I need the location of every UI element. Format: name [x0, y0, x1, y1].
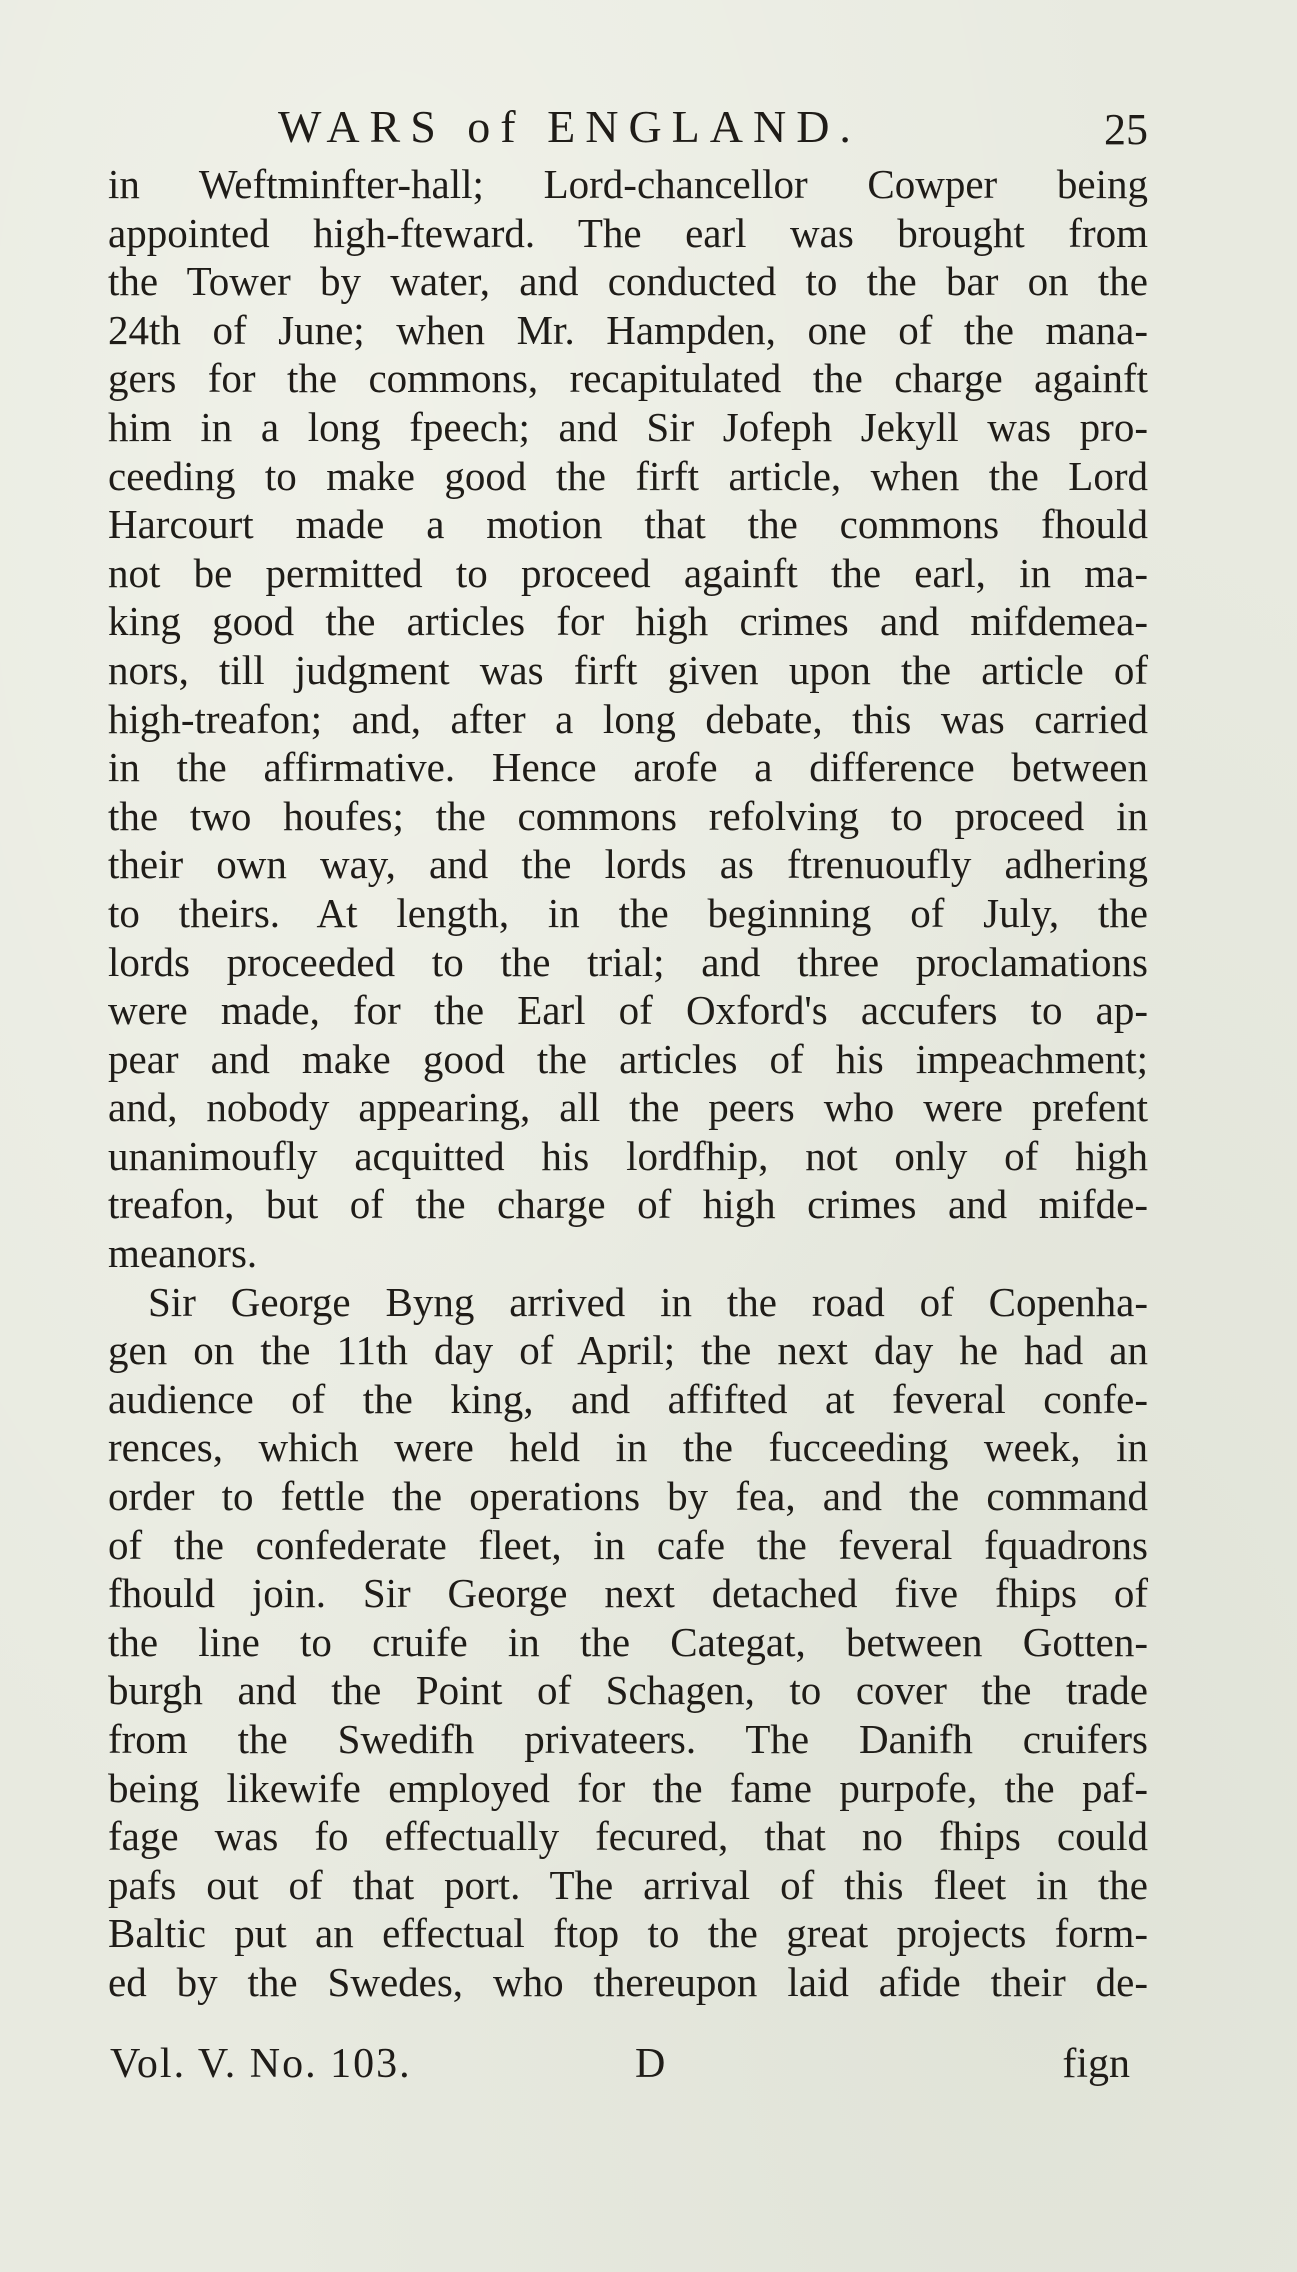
text-line: ceeding to make good the firft article, when the Lord	[108, 452, 1148, 499]
text-line: gers for the commons, recapitulated the charge againft	[108, 355, 1148, 402]
text-line: lords proceeded to the trial; and three proclamations	[108, 938, 1148, 985]
text-line: ed by the Swedes, who thereupon laid afide their de-	[108, 1958, 1148, 2005]
volume-line: Vol. V. No. 103.	[110, 2041, 412, 2087]
text-line: the line to cruife in the Categat, between Gotten-	[108, 1618, 1148, 1665]
body-text	[108, 160, 1148, 2007]
text-line: being likewife employed for the fame purpofe, the paf-	[108, 1764, 1148, 1811]
text-line: fage was fo effectually fecured, that no fhips could	[108, 1813, 1148, 1860]
text-line: to theirs. At length, in the beginning of July, the	[108, 889, 1148, 936]
text-line: Baltic put an effectual ftop to the great projects form-	[108, 1910, 1148, 1957]
page-footer	[110, 2040, 1130, 2096]
text-line: appointed high-fteward. The earl was brought from	[108, 209, 1148, 256]
text-line: in Weftminfter-hall; Lord-chancellor Cowper being	[108, 161, 1148, 207]
text-line: order to fettle the operations by fea, and the command	[108, 1473, 1148, 1520]
text-line: from the Swedifh privateers. The Danifh cruifers	[108, 1716, 1148, 1762]
text-line: rences, which were held in the fucceeding week, in	[108, 1424, 1148, 1471]
page-header	[278, 100, 1148, 160]
text-line: Sir George Byng arrived in the road of Copenha-	[148, 1278, 1148, 1325]
paragraph-1	[108, 160, 1148, 1278]
text-line: in the affirmative. Hence arofe a difference between	[108, 744, 1148, 791]
text-line: their own way, and the lords as ftrenuoufly adhering	[108, 841, 1148, 888]
text-line: not be permitted to proceed againft the earl, in ma-	[108, 549, 1148, 596]
text-line: Harcourt made a motion that the commons fhould	[108, 501, 1148, 548]
text-line: audience of the king, and affifted at feveral confe-	[108, 1375, 1148, 1422]
text-line: him in a long fpeech; and Sir Jofeph Jekyll was pro-	[108, 403, 1148, 450]
running-head: WARS of ENGLAND.	[278, 101, 861, 152]
text-line: fhould join. Sir George next detached five fhips of	[108, 1570, 1148, 1617]
text-line: high-treafon; and, after a long debate, this was carried	[108, 695, 1148, 742]
text-line: 24th of June; when Mr. Hampden, one of the mana-	[108, 306, 1148, 353]
text-line: were made, for the Earl of Oxford's accufers to ap-	[108, 987, 1148, 1034]
paragraph-2	[108, 1278, 1148, 2007]
text-line: gen on the 11th day of April; the next day he had an	[108, 1327, 1148, 1374]
text-line: of the confederate fleet, in cafe the feveral fquadrons	[108, 1521, 1148, 1568]
text-line: pear and make good the articles of his impeachment;	[108, 1035, 1148, 1082]
page-number: 25	[1104, 105, 1148, 154]
text-line: treafon, but of the charge of high crimes and mifde-	[108, 1181, 1148, 1228]
signature-mark: D	[635, 2041, 666, 2087]
text-line: nors, till judgment was firft given upon the article of	[108, 646, 1148, 693]
text-line: meanors.	[108, 1230, 258, 1277]
text-line: and, nobody appearing, all the peers who were prefent	[108, 1084, 1148, 1131]
text-line: pafs out of that port. The arrival of this fleet in the	[108, 1861, 1148, 1908]
text-line: king good the articles for high crimes and mifdemea-	[108, 598, 1148, 645]
text-line: unanimoufly acquitted his lordfhip, not only of high	[108, 1132, 1148, 1179]
text-line: burgh and the Point of Schagen, to cover the trade	[108, 1667, 1148, 1714]
catchword: fign	[1062, 2041, 1130, 2087]
text-line: the two houfes; the commons refolving to proceed in	[108, 792, 1148, 839]
text-line: the Tower by water, and conducted to the bar on the	[108, 258, 1148, 305]
